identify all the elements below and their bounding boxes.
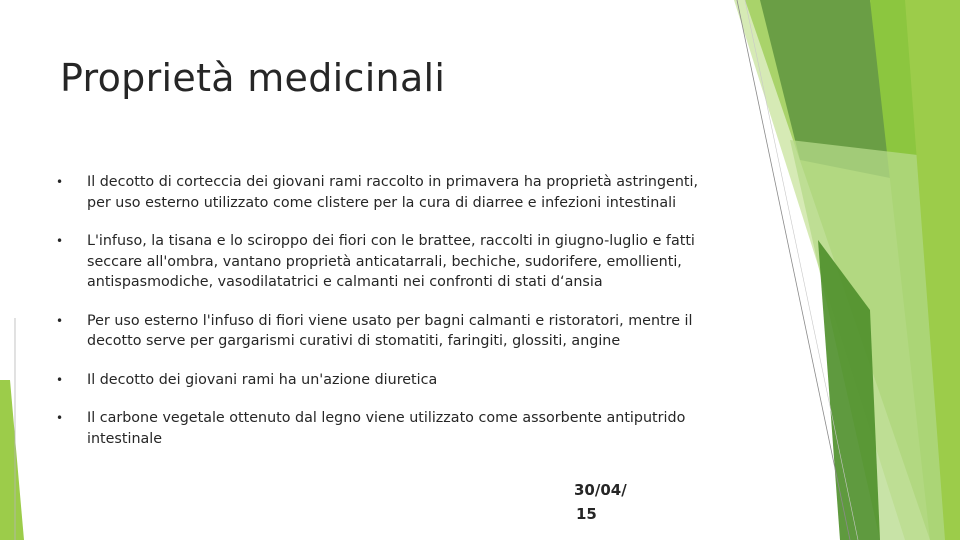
bullet-marker: •	[56, 411, 64, 425]
bullet-text: Il carbone vegetale ottenuto dal legno viene utilizzato come assorbente antiputrido intestinale	[87, 410, 686, 447]
bullet-marker: •	[56, 234, 64, 248]
date-line-1: 30/04/	[574, 481, 627, 499]
bullet-item	[56, 370, 726, 391]
slide-title: Proprietà medicinali	[60, 56, 446, 100]
bullet-list	[56, 172, 726, 467]
date-line-2: 15	[576, 505, 597, 523]
bullet-item	[56, 231, 726, 293]
deco-left-triangle	[0, 380, 24, 540]
bullet-item	[56, 311, 726, 352]
bullet-text: Il decotto dei giovani rami ha un'azione diuretica	[87, 371, 438, 388]
bullet-item	[56, 408, 726, 449]
slide-date	[574, 478, 627, 526]
bullet-item	[56, 172, 726, 213]
bullet-marker: •	[56, 313, 64, 328]
bullet-text: Per uso esterno l'infuso di fiori viene usato per bagni calmanti e ristoratori, mentre il decotto serve per gargarismi curativi di stomatiti, faringiti, glossiti, angine	[87, 312, 693, 349]
bullet-text: L'infuso, la tisana e lo sciroppo dei fiori con le brattee, raccolti in giugno-luglio e fatti seccare all'ombra, vantano proprietà anticatarrali, bechiche, sudorifere, emollienti, antispasmodiche, vasodilatatrici e calmanti nei confronti di stati d‘ansia	[87, 233, 695, 290]
bullet-text: Il decotto di corteccia dei giovani rami raccolto in primavera ha proprietà astringenti, per uso esterno utilizzato come clistere per la cura di diarree e infezioni intestinali	[87, 174, 699, 211]
bullet-marker: •	[56, 175, 64, 189]
bullet-marker: •	[56, 372, 64, 387]
